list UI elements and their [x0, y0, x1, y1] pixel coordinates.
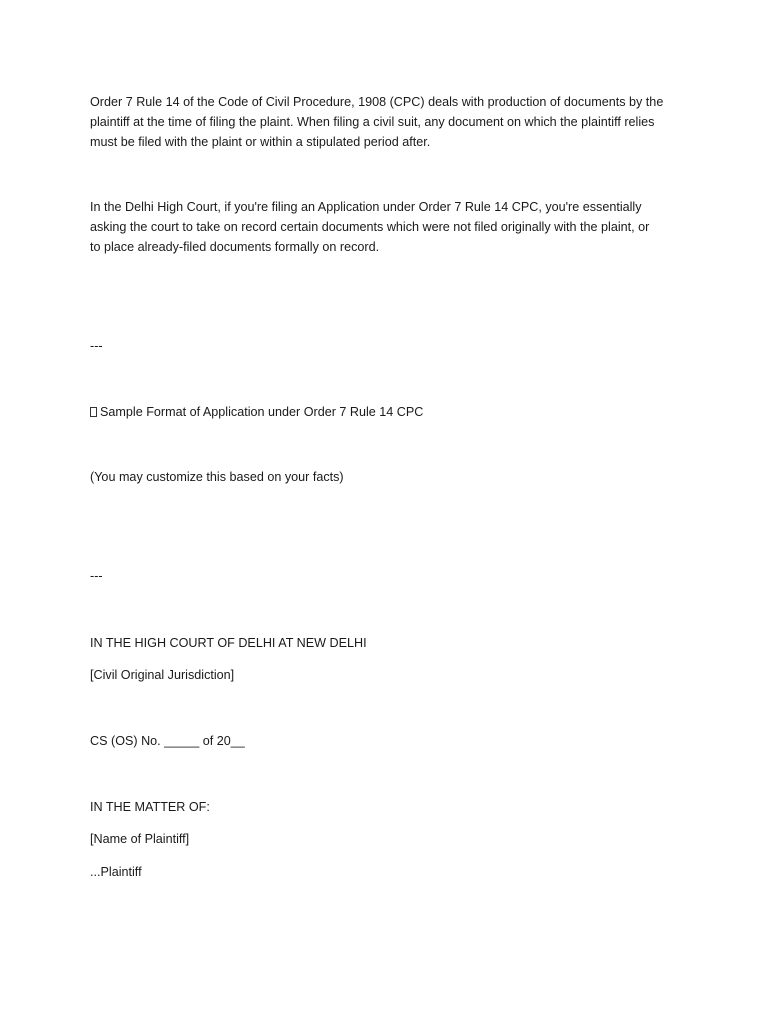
separator: --- [90, 569, 103, 583]
delhi-line: In the Delhi High Court, if you're filing an Application under Order 7 Rule 14 CPC, you're essentially [90, 200, 642, 214]
delhi-line: asking the court to take on record certain documents which were not filed originally with the plaint, or [90, 220, 650, 235]
intro-line: Order 7 Rule 14 of the Code of Civil Procedure, 1908 (CPC) deals with production of documents by the [90, 95, 664, 109]
jurisdiction: [Civil Original Jurisdiction] [90, 668, 235, 682]
matter-of-heading: IN THE MATTER OF: [90, 800, 210, 814]
delhi-paragraph [90, 197, 680, 258]
intro-line: plaintiff at the time of filing the plaint. When filing a civil suit, any document on which the plaintiff relies [90, 115, 655, 130]
separator: --- [90, 339, 103, 353]
plaintiff-label: ...Plaintiff [90, 865, 142, 879]
delhi-line: to place already-filed documents formally on record. [90, 240, 380, 255]
plaintiff-name: [Name of Plaintiff] [90, 832, 190, 846]
customize-note: (You may customize this based on your facts) [90, 470, 344, 484]
missing-glyph-icon [90, 407, 97, 417]
sample-heading-text: Sample Format of Application under Order 7 Rule 14 CPC [100, 405, 424, 419]
intro-line: must be filed with the plaint or within a stipulated period after. [90, 135, 431, 150]
court-title: IN THE HIGH COURT OF DELHI AT NEW DELHI [90, 636, 367, 650]
case-number: CS (OS) No. _____ of 20__ [90, 734, 245, 748]
intro-paragraph [90, 92, 680, 153]
sample-heading [90, 402, 680, 422]
